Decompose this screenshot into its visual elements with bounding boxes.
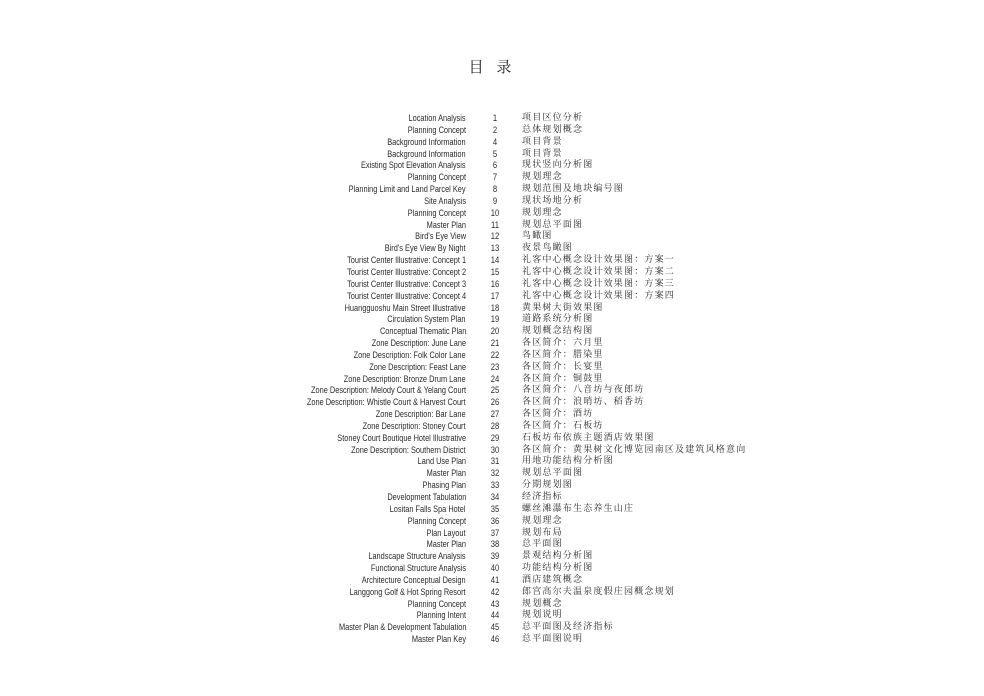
toc-entry-chinese: 规划布局 bbox=[522, 527, 563, 538]
toc-entry-page-number: 20 bbox=[490, 326, 500, 337]
toc-entry-english: Plan Layout bbox=[427, 527, 466, 538]
toc-row bbox=[0, 196, 984, 208]
toc-entry-english: Conceptual Thematic Plan bbox=[379, 326, 466, 337]
toc-row bbox=[0, 445, 984, 457]
toc-entry-page-number: 24 bbox=[490, 373, 500, 384]
toc-row bbox=[0, 385, 984, 397]
toc-entry-page-number: 21 bbox=[490, 338, 500, 349]
toc-entry-page-number: 38 bbox=[490, 539, 500, 550]
toc-row bbox=[0, 599, 984, 611]
toc-entry-page-number: 32 bbox=[490, 468, 500, 479]
toc-entry-english: Zone Description: Stoney Court bbox=[363, 420, 466, 431]
toc-row bbox=[0, 125, 984, 137]
toc-entry-chinese: 规划说明 bbox=[522, 610, 563, 621]
toc-entry-english: Zone Description: Feast Lane bbox=[369, 361, 466, 372]
toc-entry-chinese: 礼客中心概念设计效果图：方案一 bbox=[522, 255, 676, 266]
toc-row bbox=[0, 160, 984, 172]
toc-entry-chinese: 黄果树大街效果图 bbox=[522, 302, 604, 313]
toc-entry-page-number: 29 bbox=[490, 432, 500, 443]
toc-entry-page-number: 17 bbox=[490, 290, 500, 301]
toc-entry-page-number: 30 bbox=[490, 444, 500, 455]
toc-entry-chinese: 分期规划图 bbox=[522, 480, 574, 491]
toc-entry-chinese: 规划总平面图 bbox=[522, 219, 584, 230]
toc-row bbox=[0, 480, 984, 492]
toc-entry-chinese: 郎宫高尔夫温泉度假庄园概念规划 bbox=[522, 586, 676, 597]
toc-entry-page-number: 18 bbox=[490, 302, 500, 313]
toc-entry-page-number: 22 bbox=[490, 349, 500, 360]
toc-entry-english: Planning Concept bbox=[407, 207, 466, 218]
toc-row bbox=[0, 149, 984, 161]
toc-entry-english: Architecture Conceptual Design bbox=[362, 574, 466, 585]
toc-row bbox=[0, 350, 984, 362]
toc-entry-english: Planning Limit and Land Parcel Key bbox=[349, 184, 466, 195]
toc-entry-page-number: 7 bbox=[492, 172, 498, 183]
toc-entry-chinese: 规划理念 bbox=[522, 172, 563, 183]
toc-row bbox=[0, 516, 984, 528]
toc-entry-chinese: 螺丝滩瀑布生态养生山庄 bbox=[522, 503, 635, 514]
toc-entry-chinese: 夜景鸟瞰图 bbox=[522, 243, 574, 254]
toc-row bbox=[0, 184, 984, 196]
toc-entry-english: Zone Description: Folk Color Lane bbox=[354, 349, 466, 360]
toc-row bbox=[0, 220, 984, 232]
toc-entry-chinese: 鸟瞰图 bbox=[522, 231, 553, 242]
toc-row bbox=[0, 539, 984, 551]
toc-row bbox=[0, 362, 984, 374]
toc-row bbox=[0, 303, 984, 315]
toc-entry-chinese: 用地功能结构分析图 bbox=[522, 456, 614, 467]
toc-entry-chinese: 规划理念 bbox=[522, 207, 563, 218]
toc-entry-chinese: 各区简介：六月里 bbox=[522, 338, 604, 349]
toc-entry-page-number: 44 bbox=[490, 610, 500, 621]
toc-entry-chinese: 规划范围及地块编号图 bbox=[522, 184, 625, 195]
toc-row bbox=[0, 610, 984, 622]
toc-entry-english: Master Plan bbox=[426, 219, 466, 230]
toc-entry-page-number: 10 bbox=[490, 207, 500, 218]
toc-entry-english: Background Information bbox=[387, 148, 466, 159]
toc-entry-english: Planning Concept bbox=[407, 515, 466, 526]
toc-entry-english: Stoney Court Boutique Hotel Illustrative bbox=[337, 432, 466, 443]
toc-row bbox=[0, 231, 984, 243]
toc-entry-english: Planning Concept bbox=[407, 172, 466, 183]
toc-row bbox=[0, 551, 984, 563]
toc-entry-chinese: 功能结构分析图 bbox=[522, 563, 594, 574]
toc-entry-english: Master Plan bbox=[426, 468, 466, 479]
toc-row bbox=[0, 575, 984, 587]
toc-row bbox=[0, 504, 984, 516]
toc-entry-page-number: 42 bbox=[490, 586, 500, 597]
toc-row bbox=[0, 243, 984, 255]
toc-entry-page-number: 12 bbox=[490, 231, 500, 242]
toc-entry-page-number: 1 bbox=[492, 113, 498, 123]
toc-entry-english: Tourist Center Illustrative: Concept 3 bbox=[347, 278, 466, 289]
toc-entry-chinese: 总平面图说明 bbox=[522, 634, 584, 645]
toc-entry-chinese: 项目背景 bbox=[522, 148, 563, 159]
toc-entry-chinese: 礼客中心概念设计效果图：方案四 bbox=[522, 290, 676, 301]
toc-entry-chinese: 现状竖向分析图 bbox=[522, 160, 594, 171]
toc-entry-page-number: 9 bbox=[492, 195, 498, 206]
toc-entry-english: Bird's Eye View By Night bbox=[385, 243, 466, 254]
toc-entry-chinese: 总平面图 bbox=[522, 539, 563, 550]
toc-entry-english: Development Tabulation bbox=[386, 492, 466, 502]
toc-entry-page-number: 2 bbox=[492, 124, 498, 135]
toc-entry-english: Huangguoshu Main Street Illustrative bbox=[344, 302, 466, 313]
toc-entry-english: Land Use Plan bbox=[417, 456, 466, 467]
toc-row bbox=[0, 622, 984, 634]
toc-entry-english: Langgong Golf & Hot Spring Resort bbox=[349, 586, 466, 597]
toc-entry-page-number: 35 bbox=[490, 503, 500, 514]
toc-entry-chinese: 总体规划概念 bbox=[522, 124, 584, 135]
toc-entry-page-number: 23 bbox=[490, 361, 500, 372]
toc-entry-english: Zone Description: Melody Court & Yelang Court bbox=[310, 385, 466, 396]
toc-entry-page-number: 4 bbox=[492, 136, 498, 147]
toc-entry-chinese: 各区简介：铜鼓里 bbox=[522, 373, 604, 384]
toc-entry-english: Tourist Center Illustrative: Concept 4 bbox=[347, 290, 466, 301]
toc-entry-english: Bird's Eye View bbox=[415, 231, 466, 242]
toc-entry-english: Existing Spot Elevation Analysis bbox=[361, 160, 466, 171]
toc-row bbox=[0, 338, 984, 350]
toc-row bbox=[0, 374, 984, 386]
toc-row bbox=[0, 267, 984, 279]
toc-entry-english: Tourist Center Illustrative: Concept 1 bbox=[347, 255, 466, 266]
toc-entry-page-number: 25 bbox=[490, 385, 500, 396]
toc-row bbox=[0, 172, 984, 184]
toc-entry-chinese: 礼客中心概念设计效果图：方案三 bbox=[522, 278, 676, 289]
toc-row bbox=[0, 113, 984, 125]
toc-entry-english: Functional Structure Analysis bbox=[370, 563, 466, 574]
toc-entry-english: Zone Description: Bronze Drum Lane bbox=[344, 373, 466, 384]
toc-entry-chinese: 各区简介：酒坊 bbox=[522, 409, 594, 420]
toc-row bbox=[0, 279, 984, 291]
toc-entry-page-number: 15 bbox=[490, 266, 500, 277]
toc-row bbox=[0, 409, 984, 421]
toc-entry-english: Tourist Center Illustrative: Concept 2 bbox=[347, 266, 466, 277]
toc-entry-page-number: 26 bbox=[490, 397, 500, 408]
toc-entry-chinese: 各区简介：黄果树文化博览园南区及建筑风格意向 bbox=[522, 444, 747, 455]
toc-entry-chinese: 各区简介：长宴里 bbox=[522, 361, 604, 372]
toc-entry-english: Planning Concept bbox=[407, 124, 466, 135]
toc-entry-chinese: 现状场地分析 bbox=[522, 195, 584, 206]
toc-row bbox=[0, 208, 984, 220]
toc-entry-chinese: 规划概念 bbox=[522, 598, 563, 609]
toc-row bbox=[0, 421, 984, 433]
toc-entry-english: Planning Concept bbox=[407, 598, 466, 609]
toc-row bbox=[0, 634, 984, 646]
toc-row bbox=[0, 587, 984, 599]
toc-entry-page-number: 28 bbox=[490, 420, 500, 431]
toc-entry-chinese: 各区简介：石板坊 bbox=[522, 420, 604, 431]
toc-entry-english: Zone Description: Bar Lane bbox=[376, 409, 466, 420]
toc-entry-chinese: 规划概念结构图 bbox=[522, 326, 594, 337]
toc-entry-english: Master Plan & Development Tabulation bbox=[338, 622, 466, 633]
toc-row bbox=[0, 492, 984, 504]
toc-entry-english: Zone Description: Southern District bbox=[351, 444, 466, 455]
toc-entry-page-number: 13 bbox=[490, 243, 500, 254]
toc-entry-page-number: 5 bbox=[492, 148, 498, 159]
toc-entry-page-number: 43 bbox=[490, 598, 500, 609]
toc-row bbox=[0, 137, 984, 149]
toc-entry-english: Landscape Structure Analysis bbox=[368, 551, 466, 562]
toc-entry-english: Planning Intent bbox=[416, 610, 466, 621]
toc-entry-english: Background Information bbox=[387, 136, 466, 147]
toc-entry-chinese: 景观结构分析图 bbox=[522, 551, 594, 562]
toc-row bbox=[0, 255, 984, 267]
toc-row bbox=[0, 326, 984, 338]
toc-entry-english: Circulation System Plan bbox=[387, 314, 466, 325]
toc-entry-english: Master Plan Key bbox=[411, 634, 466, 645]
toc-entry-chinese: 各区简介：浪哨坊、稻香坊 bbox=[522, 397, 645, 408]
toc-row bbox=[0, 528, 984, 540]
toc-entry-chinese: 总平面图及经济指标 bbox=[522, 622, 614, 633]
toc-entry-page-number: 14 bbox=[490, 255, 500, 266]
toc-row bbox=[0, 456, 984, 468]
toc-row bbox=[0, 291, 984, 303]
toc-entry-page-number: 27 bbox=[490, 409, 500, 420]
toc-entry-english: Master Plan bbox=[426, 539, 466, 550]
toc-entry-english: Zone Description: Whistle Court & Harvest Court bbox=[307, 397, 466, 408]
toc-row bbox=[0, 314, 984, 326]
toc-entry-english: Location Analysis bbox=[408, 113, 466, 123]
toc-row bbox=[0, 433, 984, 445]
toc-entry-page-number: 8 bbox=[492, 184, 498, 195]
toc-entry-page-number: 34 bbox=[490, 492, 500, 502]
table-of-contents bbox=[0, 113, 984, 646]
toc-entry-page-number: 46 bbox=[490, 634, 500, 645]
toc-entry-english: Site Analysis bbox=[424, 195, 466, 206]
toc-entry-chinese: 规划总平面图 bbox=[522, 468, 584, 479]
toc-entry-chinese: 石板坊布依族主题酒店效果图 bbox=[522, 432, 655, 443]
toc-entry-page-number: 33 bbox=[490, 480, 500, 491]
toc-row bbox=[0, 468, 984, 480]
toc-entry-chinese: 酒店建筑概念 bbox=[522, 574, 584, 585]
toc-entry-chinese: 规划理念 bbox=[522, 515, 563, 526]
toc-entry-english: Phasing Plan bbox=[422, 480, 466, 491]
toc-entry-page-number: 45 bbox=[490, 622, 500, 633]
toc-entry-chinese: 各区简介：腊染里 bbox=[522, 349, 604, 360]
toc-entry-chinese: 礼客中心概念设计效果图：方案二 bbox=[522, 266, 676, 277]
toc-row bbox=[0, 397, 984, 409]
toc-entry-page-number: 6 bbox=[492, 160, 498, 171]
toc-entry-chinese: 道路系统分析图 bbox=[522, 314, 594, 325]
toc-entry-english: Zone Description: June Lane bbox=[371, 338, 466, 349]
toc-entry-chinese: 项目背景 bbox=[522, 136, 563, 147]
toc-entry-chinese: 项目区位分析 bbox=[522, 113, 584, 123]
toc-entry-page-number: 19 bbox=[490, 314, 500, 325]
toc-entry-page-number: 11 bbox=[491, 219, 499, 230]
toc-entry-english: Lositan Falls Spa Hotel bbox=[390, 503, 466, 514]
toc-entry-chinese: 各区简介：八音坊与夜郎坊 bbox=[522, 385, 645, 396]
page-title: 目 录 bbox=[468, 58, 516, 76]
toc-entry-page-number: 37 bbox=[490, 527, 500, 538]
toc-entry-page-number: 31 bbox=[490, 456, 500, 467]
toc-entry-page-number: 16 bbox=[490, 278, 500, 289]
toc-entry-chinese: 经济指标 bbox=[522, 492, 563, 502]
toc-row bbox=[0, 563, 984, 575]
toc-entry-page-number: 39 bbox=[490, 551, 500, 562]
toc-entry-page-number: 40 bbox=[490, 563, 500, 574]
toc-entry-page-number: 36 bbox=[490, 515, 500, 526]
toc-entry-page-number: 41 bbox=[490, 574, 500, 585]
